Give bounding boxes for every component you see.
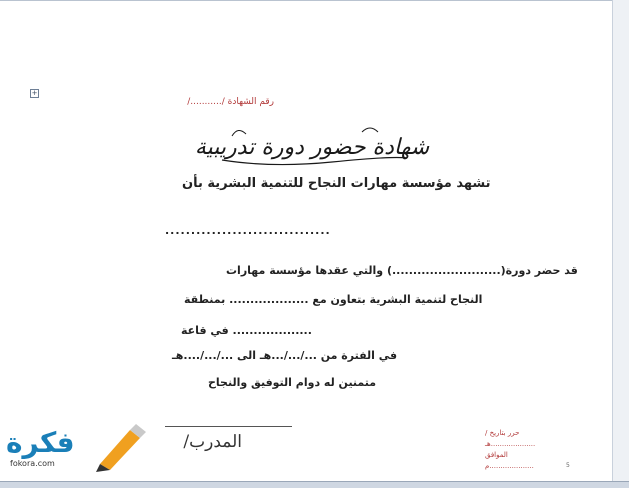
trainer-signature-label: المدرب/ bbox=[183, 432, 242, 452]
date-gregorian: الموافق ....................م bbox=[485, 451, 534, 470]
issue-dates bbox=[485, 428, 553, 472]
certificate-title bbox=[194, 122, 430, 168]
certificate-number: رقم الشهادة /.........../ bbox=[187, 97, 274, 107]
signature-line bbox=[165, 426, 292, 427]
site-logo bbox=[2, 424, 147, 472]
period-line: في الفترة من .../.../...هـ الى .../.../....هـ bbox=[172, 349, 398, 362]
window-bottom-border bbox=[0, 481, 629, 488]
intro-line: تشهد مؤسسة مهارات النجاح للتنمية البشرية بأن bbox=[182, 176, 491, 191]
course-line: قد حضر دورة(..........................) والتي عقدها مؤسسة مهارات bbox=[226, 264, 578, 277]
hall-line: ................... في قاعة bbox=[181, 324, 312, 337]
date-hijri: حرر بتاريخ / ....................هـ bbox=[485, 429, 536, 448]
logo-word: فكرة bbox=[6, 426, 75, 459]
vertical-scrollbar[interactable] bbox=[612, 0, 629, 488]
title-calligraphy: شهادة حضور دورة تدريبية bbox=[194, 135, 430, 160]
cooperation-line: النجاح لتنمية البشرية بتعاون مع ................... بمنطقة bbox=[184, 293, 483, 306]
page-number: 5 bbox=[566, 462, 570, 469]
closing-line: متمنين له دوام التوفيق والنجاح bbox=[208, 376, 377, 389]
move-handle-icon[interactable]: + bbox=[31, 89, 38, 97]
logo-domain: fokora.com bbox=[10, 459, 55, 468]
recipient-name-blank[interactable]: ................................ bbox=[165, 224, 331, 237]
window-top-border bbox=[0, 0, 629, 1]
pencil-icon bbox=[94, 424, 146, 472]
